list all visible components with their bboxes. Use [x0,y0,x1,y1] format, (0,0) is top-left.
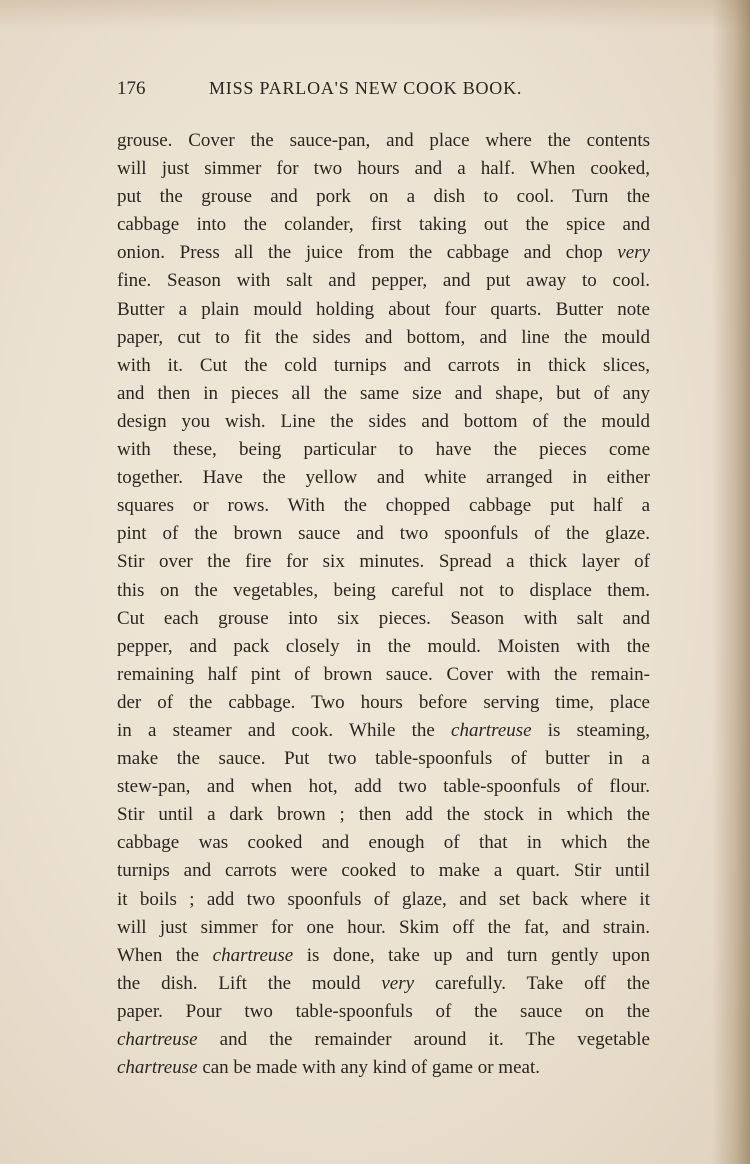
text-segment: paper. Pour two table-spoonfuls of the sauce on the [117,1000,650,1022]
text-line [117,324,650,352]
text-segment: in a steamer and cook. While the [117,719,452,741]
text-segment: paper, cut to fit the sides and bottom, and line the mould [117,326,650,348]
text-segment: can be made with any kind of game or meat. [197,1057,540,1079]
text-line [117,127,650,155]
text-segment: onion. Press all the juice from the cabbage and chop [117,242,618,264]
text-line [117,829,650,857]
text-segment: make the sauce. Put two table-spoonfuls of butter in a [117,748,650,770]
text-line [117,520,650,548]
text-segment: and then in pieces all the same size and shape, but of any [117,382,650,404]
text-line [117,183,650,211]
text-segment: turnips and carrots were cooked to make a quart. Stir until [117,860,650,882]
text-segment: pint of the brown sauce and two spoonfuls of the glaze. [117,523,650,545]
text-line [117,773,650,801]
italic-text: very [381,972,415,994]
text-line [117,942,650,970]
text-segment: design you wish. Line the sides and bottom of the mould [117,410,650,432]
text-line [117,1026,650,1054]
text-line [117,548,650,576]
text-segment: pepper, and pack closely in the mould. Moisten with the [117,635,650,657]
text-line [117,1054,650,1082]
italic-text: chartreuse [451,719,532,741]
text-line [117,633,650,661]
text-segment: it boils ; add two spoonfuls of glaze, and set back where it [117,888,650,910]
text-segment: is steaming, [531,719,650,741]
text-line [117,267,650,295]
recipe-body-text [117,127,650,1082]
text-line [117,492,650,520]
italic-text: chartreuse [117,1057,198,1079]
italic-text: very [617,242,650,264]
text-segment: together. Have the yellow and white arranged in either [117,467,650,489]
text-segment: carefully. Take off the [414,972,650,994]
text-segment: When the [117,944,213,966]
text-line [117,661,650,689]
text-segment: Stir until a dark brown ; then add the stock in which the [117,804,650,826]
text-line [117,211,650,239]
text-line [117,857,650,885]
text-segment: this on the vegetables, being careful not to displace them. [117,579,650,601]
text-line [117,970,650,998]
text-segment: der of the cabbage. Two hours before serving time, place [117,691,650,713]
text-line [117,352,650,380]
text-line [117,577,650,605]
text-segment: cabbage into the colander, first taking out the spice and [117,214,650,236]
text-segment: put the grouse and pork on a dish to cool. Turn the [117,186,650,208]
text-line [117,380,650,408]
text-line [117,605,650,633]
text-line [117,436,650,464]
text-line [117,801,650,829]
text-line [117,689,650,717]
italic-text: chartreuse [212,944,294,966]
text-line [117,745,650,773]
text-segment: Stir over the fire for six minutes. Spread a thick layer of [117,551,650,573]
text-line [117,239,650,267]
text-line [117,914,650,942]
text-segment: Cut each grouse into six pieces. Season with salt and [117,607,650,629]
text-line [117,296,650,324]
text-segment: and the remainder around it. The vegetable [197,1029,650,1050]
text-segment: with it. Cut the cold turnips and carrots in thick slices, [117,354,650,376]
text-segment: remaining half pint of brown sauce. Cover with the remain- [117,663,650,685]
text-segment: Butter a plain mould holding about four quarts. Butter note [117,298,650,320]
page-number: 176 [117,78,146,99]
running-head: MISS PARLOA'S NEW COOK BOOK. [209,78,523,98]
text-segment: will just simmer for one hour. Skim off the fat, and strain. [117,916,650,938]
text-segment: the dish. Lift the mould [117,972,382,994]
text-segment: grouse. Cover the sauce-pan, and place where the contents [117,130,650,151]
text-line [117,408,650,436]
text-segment: will just simmer for two hours and a half. When cooked, [117,158,650,180]
text-segment: with these, being particular to have the pieces come [117,439,650,461]
text-segment: cabbage was cooked and enough of that in which the [117,832,650,854]
italic-text: chartreuse [117,1029,198,1050]
text-line [117,886,650,914]
text-segment: is done, take up and turn gently upon [293,944,650,966]
text-line [117,998,650,1026]
text-line [117,464,650,492]
text-segment: stew-pan, and when hot, add two table-spoonfuls of flour. [117,776,650,798]
text-segment: squares or rows. With the chopped cabbage put half a [117,495,650,517]
page-header [117,78,650,106]
text-line [117,717,650,745]
text-line [117,155,650,183]
text-segment: fine. Season with salt and pepper, and put away to cool. [117,270,650,292]
